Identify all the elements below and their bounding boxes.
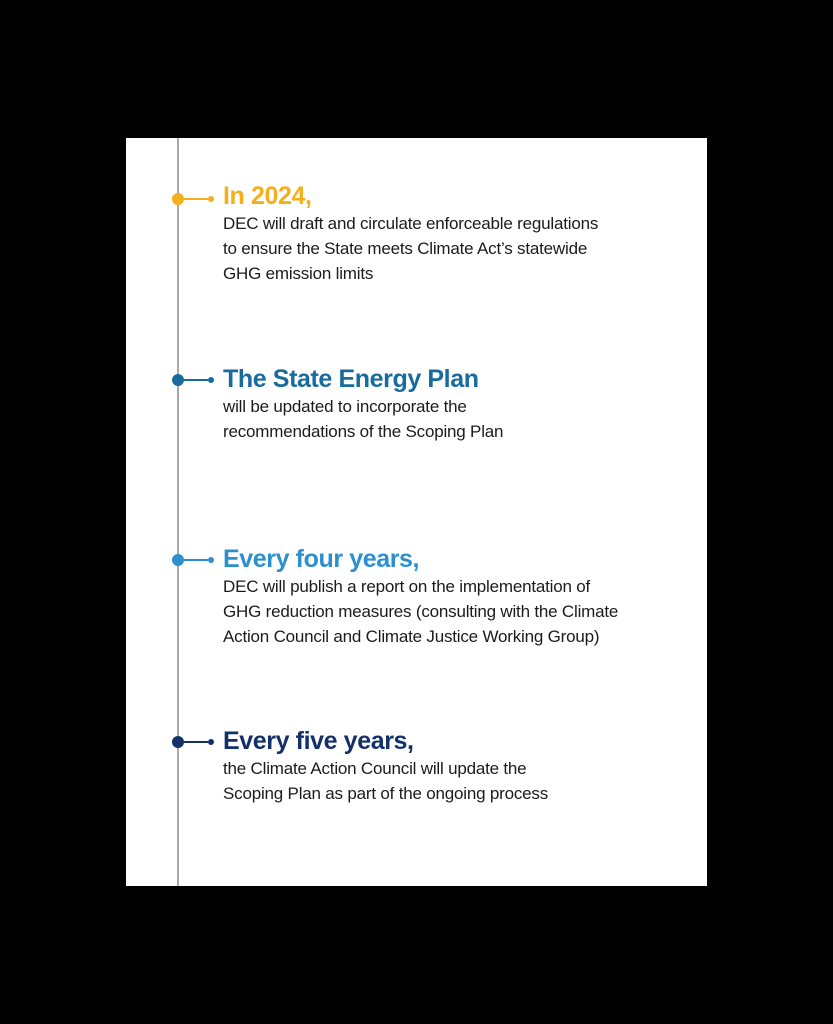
entry-description [223,574,618,649]
entry-description-line: recommendations of the Scoping Plan [223,422,504,441]
entry-description-line: will be updated to incorporate the [223,397,467,416]
timeline-connector [184,559,208,561]
timeline-dot [172,554,184,566]
entry-description-line: DEC will publish a report on the implementation of [223,577,591,596]
entry-description-line: GHG emission limits [223,264,374,283]
entry-description-line: to ensure the State meets Climate Act’s statewide [223,239,588,258]
entry-heading: In 2024, [223,182,312,210]
timeline-dot [172,193,184,205]
entry-description [223,756,548,806]
timeline-connector-dot [208,557,214,563]
timeline-connector-dot [208,739,214,745]
timeline-connector-dot [208,196,214,202]
entry-heading: Every four years, [223,545,420,573]
timeline-connector [184,198,208,200]
timeline-panel [126,138,707,886]
timeline-line [177,138,179,886]
entry-description-line: DEC will draft and circulate enforceable regulations [223,214,599,233]
timeline-connector [184,741,208,743]
entry-heading: Every five years, [223,727,414,755]
timeline-connector-dot [208,377,214,383]
timeline-dot [172,374,184,386]
entry-description [223,394,503,444]
entry-description-line: GHG reduction measures (consulting with the Climate [223,602,619,621]
entry-heading: The State Energy Plan [223,365,479,393]
entry-description-line: Scoping Plan as part of the ongoing process [223,784,549,803]
timeline-dot [172,736,184,748]
timeline-connector [184,379,208,381]
entry-description-line: Action Council and Climate Justice Working Group) [223,627,600,646]
entry-description [223,211,598,286]
entry-description-line: the Climate Action Council will update the [223,759,527,778]
